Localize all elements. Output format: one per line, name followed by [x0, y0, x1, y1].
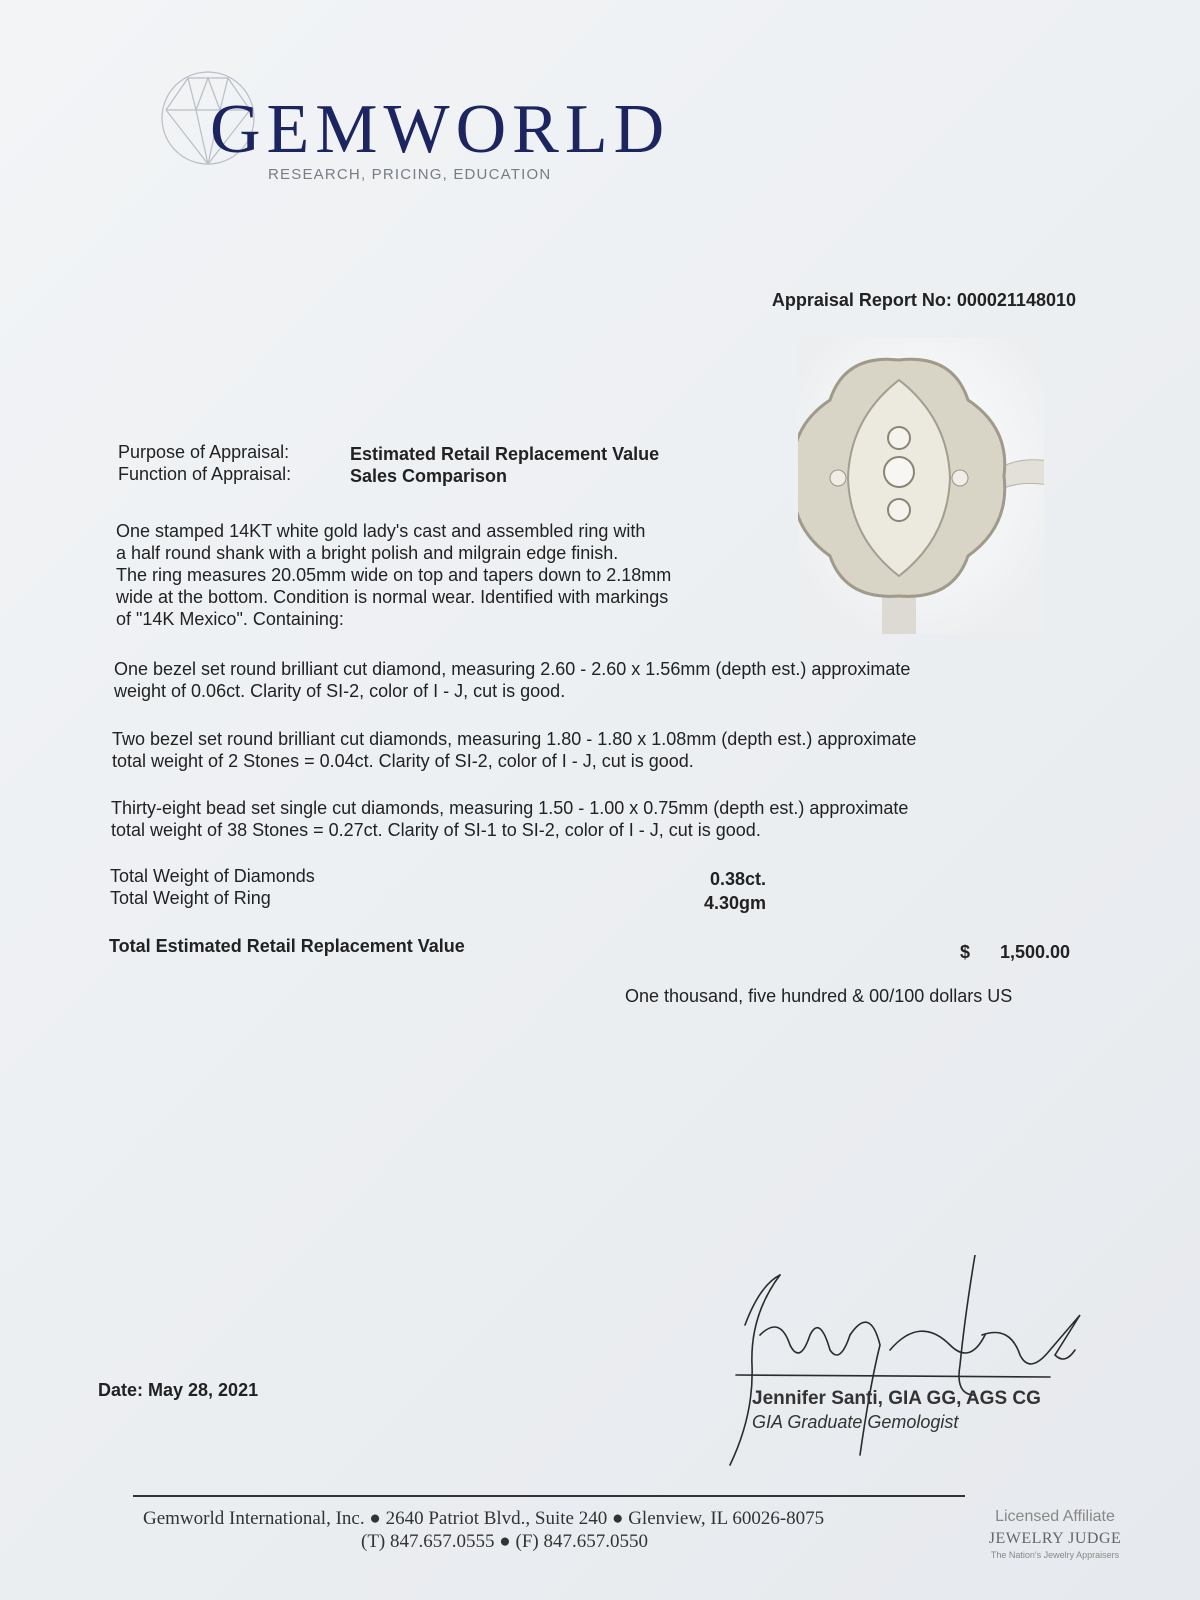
- description-line: a half round shank with a bright polish and milgrain edge finish.: [116, 543, 619, 563]
- footer-address: Gemworld International, Inc. ● 2640 Patriot Blvd., Suite 240 ● Glenview, IL 60026-8075: [143, 1508, 825, 1529]
- affiliate-label: Licensed Affiliate: [995, 1508, 1115, 1525]
- logo-wordmark: GEMWORLD: [210, 91, 671, 168]
- value-in-words: One thousand, five hundred & 00/100 dollars US: [625, 986, 1013, 1006]
- currency-symbol: $: [960, 942, 971, 962]
- stone-line: One bezel set round brilliant cut diamond, measuring 2.60 - 2.60 x 1.56mm (depth est.) approximate: [114, 659, 911, 679]
- stone-entry: [111, 797, 908, 841]
- gemworld-logo: [158, 68, 678, 198]
- signer-title: GIA Graduate Gemologist: [752, 1412, 959, 1432]
- ring-photo: [798, 338, 1044, 634]
- stone-entry: [114, 658, 910, 702]
- footer-divider: [133, 1495, 965, 1497]
- function-label: Function of Appraisal:: [118, 464, 292, 484]
- purpose-label: Purpose of Appraisal:: [118, 442, 290, 462]
- stone-line: Two bezel set round brilliant cut diamonds, measuring 1.80 - 1.80 x 1.08mm (depth est.) approximate: [112, 729, 917, 749]
- total-value-label: Total Estimated Retail Replacement Value: [109, 936, 465, 956]
- report-date: Date: May 28, 2021: [98, 1380, 259, 1400]
- affiliate-badge: [975, 1508, 1135, 1560]
- description-line: wide at the bottom. Condition is normal wear. Identified with markings: [116, 587, 669, 607]
- description-line: of "14K Mexico". Containing:: [116, 609, 344, 629]
- stone-line: total weight of 38 Stones = 0.27ct. Clarity of SI-1 to SI-2, color of I - J, cut is good.: [111, 820, 761, 840]
- description-line: One stamped 14KT white gold lady's cast and assembled ring with: [116, 521, 646, 541]
- description-line: The ring measures 20.05mm wide on top and tapers down to 2.18mm: [116, 565, 672, 585]
- stone-line: Thirty-eight bead set single cut diamonds, measuring 1.50 - 1.00 x 0.75mm (depth est.) approximate: [111, 798, 909, 818]
- stone-entry: [112, 728, 916, 772]
- function-value: Sales Comparison: [350, 466, 508, 486]
- signer-name: Jennifer Santi, GIA GG, AGS CG: [752, 1388, 1041, 1409]
- total-diamonds-label: Total Weight of Diamonds: [110, 866, 315, 886]
- report-number: Appraisal Report No: 000021148010: [771, 290, 1076, 310]
- ring-description: [116, 520, 671, 630]
- footer-phone: (T) 847.657.0555 ● (F) 847.657.0550: [361, 1531, 648, 1552]
- purpose-value: Estimated Retail Replacement Value: [350, 444, 660, 464]
- signature-mark: [720, 1255, 1110, 1475]
- logo-tagline: RESEARCH, PRICING, EDUCATION: [268, 166, 552, 183]
- total-value-amount: 1,500.00: [1000, 942, 1071, 962]
- total-diamonds-value: 0.38ct.: [710, 869, 767, 889]
- affiliate-tagline: The Nation's Jewelry Appraisers: [990, 1550, 1120, 1560]
- total-ring-value: 4.30gm: [704, 893, 767, 913]
- stone-line: weight of 0.06ct. Clarity of SI-2, color of I - J, cut is good.: [114, 681, 566, 701]
- total-ring-label: Total Weight of Ring: [110, 888, 271, 908]
- stone-line: total weight of 2 Stones = 0.04ct. Clarity of SI-2, color of I - J, cut is good.: [112, 751, 694, 771]
- jewelry-judge-logo: JEWELRY JUDGE: [988, 1530, 1122, 1547]
